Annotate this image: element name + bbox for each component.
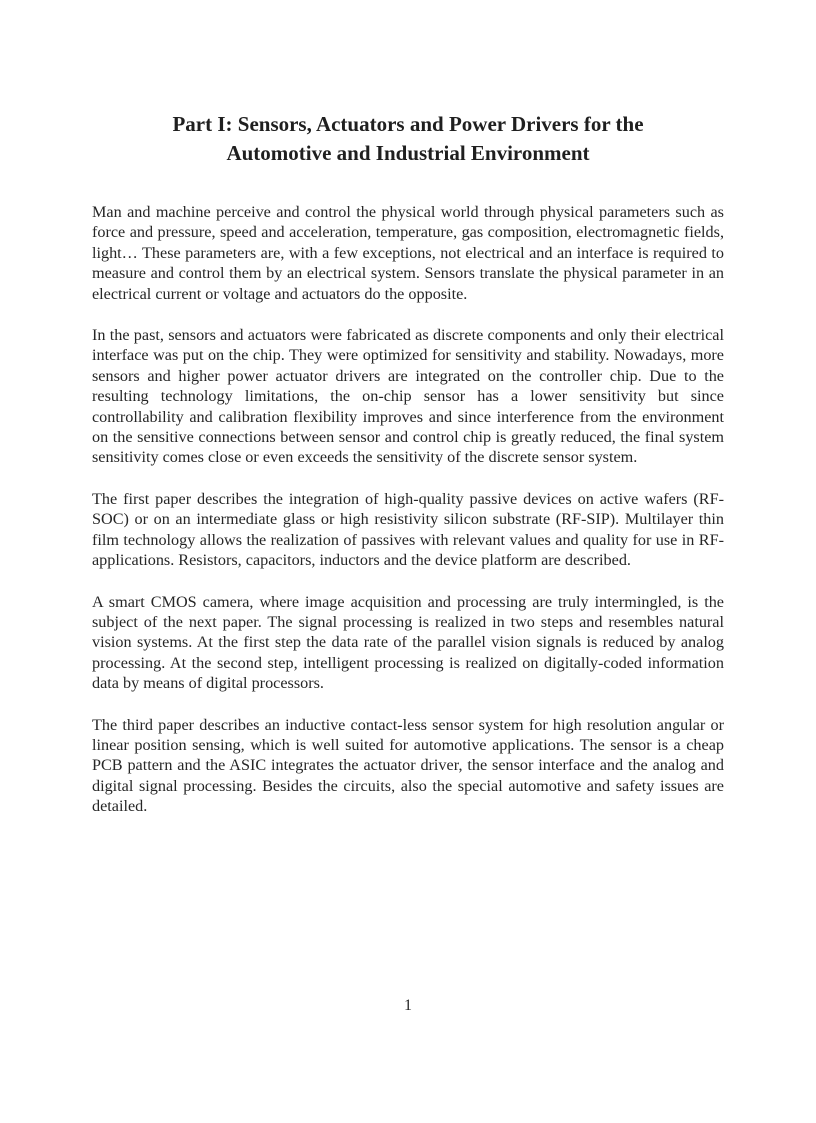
body-text <box>92 202 724 817</box>
paragraph-intro: Man and machine perceive and control the physical world through physical parameters such as force and pressure, speed and acceleration, temperature, gas composition, electromagnetic fields, light… These parameters are, with a few exceptions, not electrical and an interface is required to measure and control them by an electrical system. Sensors translate the physical parameter in an electrical current or voltage and actuators do the opposite. <box>92 203 724 303</box>
document-page <box>92 110 724 838</box>
paragraph-third-paper: The third paper describes an inductive contact-less sensor system for high resolution angular or linear position sensing, which is well suited for automotive applications. The sensor is a cheap PCB pattern and the ASIC integrates the actuator driver, the sensor interface and the analog and digital signal processing. Besides the circuits, also the special automotive and safety issues are detailed. <box>92 715 724 816</box>
paragraph-first-paper: The first paper describes the integration of high-quality passive devices on active wafers (RF-SOC) or on an intermediate glass or high resistivity silicon substrate (RF-SIP). Multilayer thin film technology allows the realization of passives with relevant values and quality for use in RF-applications. Resistors, capacitors, inductors and the device platform are described. <box>92 489 724 570</box>
page-number: 1 <box>404 997 412 1014</box>
title-line-1: Part I: Sensors, Actuators and Power Drivers for the <box>172 112 644 136</box>
page-title <box>92 110 724 168</box>
title-line-2: Automotive and Industrial Environment <box>226 141 590 165</box>
paragraph-history: In the past, sensors and actuators were fabricated as discrete components and only their electrical interface was put on the chip. They were optimized for sensitivity and stability. Nowadays, more sensors and higher power actuator drivers are integrated on the controller chip. Due to the resulting technology limitations, the on-chip sensor has a lower sensitivity but since controllability and calibration flexibility improves and since interference from the environment on the sensitive connections between sensor and control chip is greatly reduced, the final system sensitivity comes close or even exceeds the sensitivity of the discrete sensor system. <box>92 326 724 467</box>
paragraph-cmos-camera: A smart CMOS camera, where image acquisition and processing are truly intermingled, is the subject of the next paper. The signal processing is realized in two steps and resembles natural vision systems. At the first step the data rate of the parallel vision signals is reduced by analog processing. At the second step, intelligent processing is realized on digitally-coded information data by means of digital processors. <box>92 592 724 693</box>
